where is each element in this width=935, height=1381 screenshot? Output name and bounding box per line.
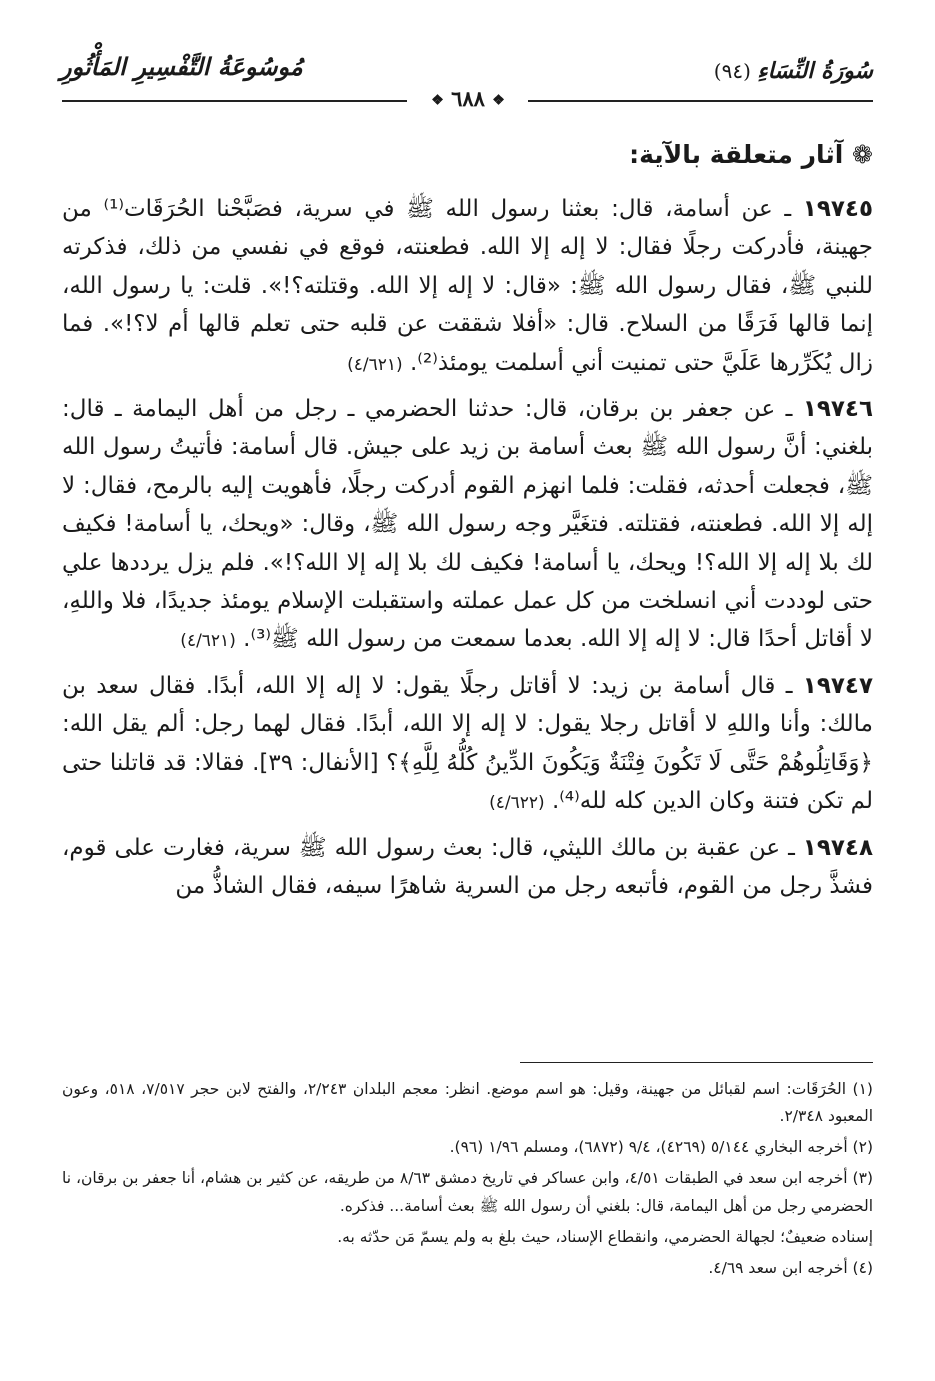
cross-reference: (٤/٦٢١) <box>180 631 236 652</box>
narration-paragraph <box>62 390 873 659</box>
book-title: مُوسُوعَةُ التَّفْسِيرِ المَأْثُورِ <box>60 52 303 81</box>
footnote-divider <box>520 1062 873 1063</box>
sura-header <box>714 58 873 90</box>
footnote: (١) الحُرَقَات: اسم لقبائل من جهينة، وقيل: هو اسم موضع. انظر: معجم البلدان ٢/٢٤٣، والفتح لابن حجر ٧/٥١٧، ٥١٨، وعون المعبود ٢/٣٤٨. <box>62 1080 873 1126</box>
main-text <box>62 190 873 913</box>
narration-number: ١٩٧٤٦ <box>802 396 874 423</box>
cross-reference: (٤/٦٢٢) <box>489 793 545 814</box>
flower-icon: ❁ <box>852 140 873 169</box>
verse-number: (٩٤) <box>713 59 751 83</box>
page-number-block <box>408 86 528 111</box>
page-number: ٦٨٨ <box>451 86 485 111</box>
narration-number: ١٩٧٤٧ <box>802 672 873 699</box>
footnote: (٣) أخرجه ابن سعد في الطبقات ٤/٥١، وابن عساكر في تاريخ دمشق ٨/٦٣ من طريقه، عن كثير بن هشام، أنا جعفر بن برقان، نا الحضرمي رجل من أهل اليمامة، قال: بلغني أن رسول الله ﷺ بعث أسامة... فذكره. <box>62 1169 873 1215</box>
footnote: (٤) أخرجه ابن سعد ٤/٦٩. <box>708 1258 873 1277</box>
narration-number: ١٩٧٤٨ <box>802 834 873 861</box>
ornament-icon: ❖ <box>431 92 444 109</box>
header-rule-right <box>528 100 873 102</box>
narration-paragraph <box>62 190 873 382</box>
section-title: آثار متعلقة بالآية: <box>629 140 844 169</box>
footnote: إسناده ضعيفٌ؛ لجهالة الحضرمي، وانقطاع الإسناد، حيث بلغ به ولم يسمّ مَن حدّثه به. <box>337 1227 873 1246</box>
narration-paragraph <box>62 667 873 821</box>
narration-text: ـ عن أسامة، قال: بعثنا رسول الله ﷺ في سرية، فصَبَّحْنا الحُرَقَات⁽¹⁾ من جهينة، فأدركت رجلًا فقال: لا إله إلا الله. فطعنته، فوقع في نفسي من ذلك، فذكرته للنبي ﷺ، فقال رسول الله ﷺ: «قال: لا إله إلا الله. وقتلته؟!». قلت: يا رسول الله، إنما قالها فَرَقًا من السلاح. قال: «أفلا شققت عن قلبه حتى تعلم قالها أم لا؟!». فما زال يُكَرِّرها عَلَيَّ حتى تمنيت أني أسلمت يومئذ⁽²⁾. <box>62 196 873 376</box>
narration-text: ـ عن جعفر بن برقان، قال: حدثنا الحضرمي ـ رجل من أهل اليمامة ـ قال: بلغني: أنَّ رسول الله ﷺ بعث أسامة بن زيد على جيش. قال أسامة: فأتيتُ رسول الله ﷺ، فجعلت أحدثه، فقلت: فلما انهزم القوم أدركت رجلًا، فأهويت إليه بالرمح، فقال: لا إله إلا الله. فطعنته، فقتلته. فتغَيَّر وجه رسول الله ﷺ، وقال: «ويحك، يا أسامة! فكيف لك بلا إله إلا الله؟! ويحك، يا أسامة! فكيف لك بلا إله إلا الله؟!». فلم يزل يرددها علي حتى لوددت أني انسلخت من كل عمل عملته واستقبلت الإسلام يومئذ جديدًا، فلا واللهِ، لا أقاتل أحدًا قال: لا إله إلا الله. بعدما سمعت من رسول الله ﷺ⁽³⁾. <box>62 396 873 653</box>
cross-reference: (٤/٦٢١) <box>347 354 403 375</box>
ornament-icon: ❖ <box>492 92 505 109</box>
narration-text: ـ عن عقبة بن مالك الليثي، قال: بعث رسول الله ﷺ سرية، فغارت على قوم، فشذَّ رجل من القوم، فأتبعه رجل من السرية شاهرًا سيفه، فقال الشاذُّ من <box>62 834 873 899</box>
narration-number: ١٩٧٤٥ <box>802 196 873 222</box>
footnotes <box>62 1076 873 1286</box>
narration-text: ـ قال أسامة بن زيد: لا أقاتل رجلًا يقول: لا إله إلا الله، أبدًا. فقال سعد بن مالك: وأنا واللهِ لا أقاتل رجلا يقول: لا إله إلا الله، أبدًا. فقال لهما رجل: ألم يقل الله: ﴿وَقَاتِلُوهُمْ حَتَّى لَا تَكُونَ فِتْنَةٌ وَيَكُونَ الدِّينُ كُلُّهُ لِلَّهِ﴾؟ [الأنفال: ٣٩]. فقالا: قد قاتلنا حتى لم تكن فتنة وكان الدين كله لله⁽⁴⁾. <box>62 672 874 815</box>
header-rule-left <box>62 100 407 102</box>
footnote: (٢) أخرجه البخاري ٥/١٤٤ (٤٢٦٩)، ٩/٤ (٦٨٧٢)، ومسلم ١/٩٦ (٩٦). <box>449 1138 873 1157</box>
sura-name: سُورَةُ النِّسَاءِ <box>757 58 873 84</box>
narration-paragraph <box>62 829 873 906</box>
section-heading <box>629 140 873 169</box>
